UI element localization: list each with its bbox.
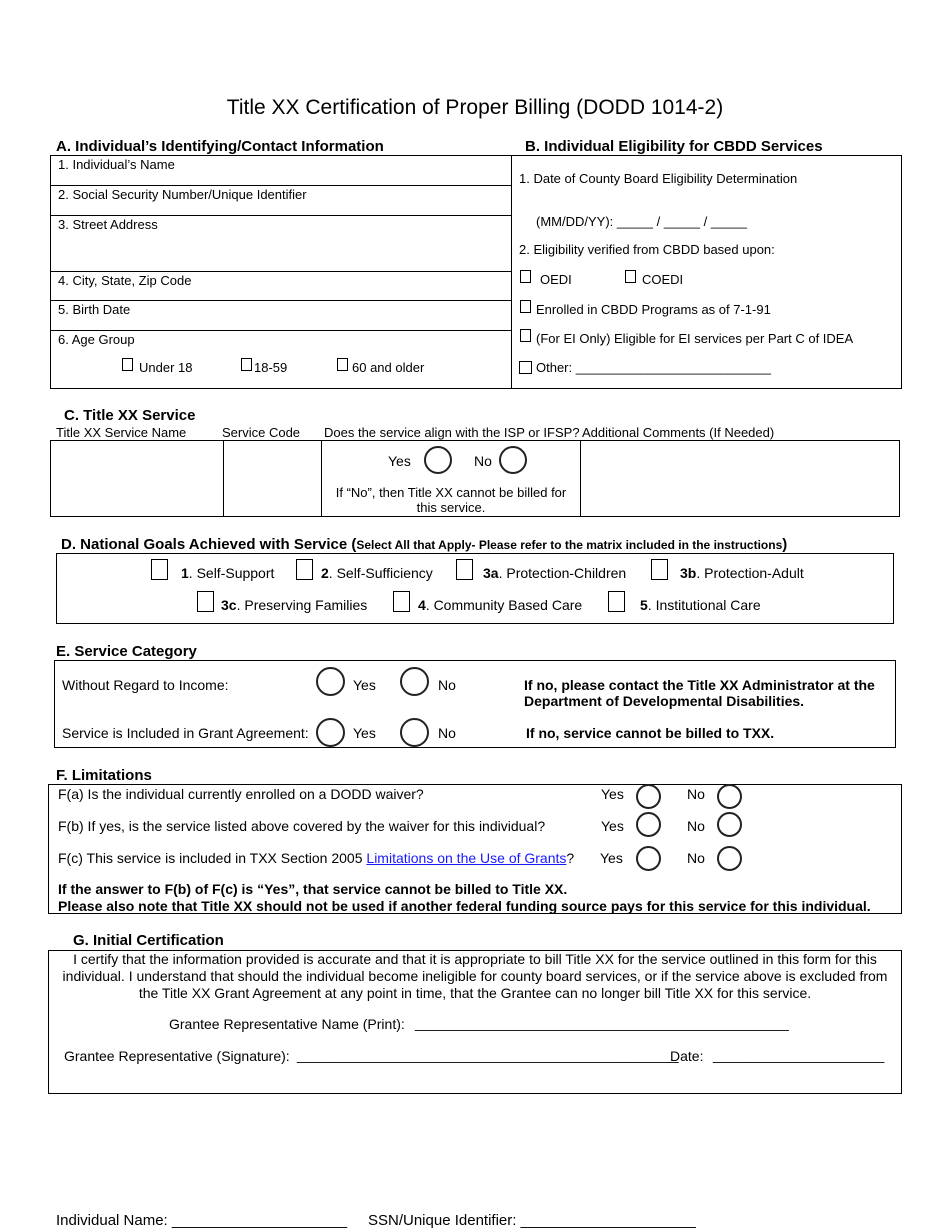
isp-yes-label: Yes [388, 453, 411, 469]
goal-3a-checkbox[interactable] [456, 559, 473, 580]
date-input[interactable]: ______________________ [713, 1047, 885, 1063]
print-name-input[interactable]: ________________________________________________ [415, 1015, 789, 1031]
grant-no-note: If no, service cannot be billed to TXX. [526, 725, 775, 741]
ei-only-checkbox[interactable] [520, 329, 531, 342]
age-group-label: 6. Age Group [58, 332, 135, 347]
limitations-warning-1: If the answer to F(b) of F(c) is “Yes”, that service cannot be billed to Title XX. [58, 881, 568, 897]
goal-3c-checkbox[interactable] [197, 591, 214, 612]
footer-ssn-input[interactable]: _____________________ [520, 1212, 696, 1229]
isp-yes-radio[interactable] [424, 446, 452, 474]
ssn-field[interactable]: 2. Social Security Number/Unique Identifier [58, 187, 307, 202]
col-service-name-header: Title XX Service Name [56, 425, 187, 440]
fc-yes-radio[interactable] [636, 846, 661, 871]
oedi-checkbox[interactable] [520, 270, 531, 283]
section-b-heading: B. Individual Eligibility for CBDD Services [525, 138, 823, 155]
fb-question: F(b) If yes, is the service listed above covered by the waiver for this individual? [58, 818, 546, 834]
fc-no-radio[interactable] [717, 846, 742, 871]
signature-label: Grantee Representative (Signature): [64, 1048, 290, 1064]
age-18-59-checkbox[interactable] [241, 358, 252, 371]
age-60-older-checkbox[interactable] [337, 358, 348, 371]
fb-no-label: No [687, 818, 705, 834]
grant-yes-label: Yes [353, 725, 376, 741]
date-label: Date: [670, 1048, 704, 1064]
street-address-field[interactable]: 3. Street Address [58, 217, 158, 232]
national-goals-box [56, 553, 894, 624]
fa-question: F(a) Is the individual currently enrolled on a DODD waiver? [58, 786, 424, 802]
goal-3c-label: 3c. Preserving Families [221, 597, 368, 613]
service-name-input[interactable] [51, 441, 222, 516]
isp-no-radio[interactable] [499, 446, 527, 474]
age-60-older-label: 60 and older [352, 360, 425, 375]
fa-no-radio[interactable] [717, 784, 742, 809]
goal-4-label: 4. Community Based Care [418, 597, 583, 613]
section-f-heading: F. Limitations [56, 767, 152, 784]
fa-no-label: No [687, 786, 705, 802]
income-no-label: No [438, 677, 456, 693]
col-isp-align-header: Does the service align with the ISP or IFSP? [324, 425, 580, 440]
goal-3b-checkbox[interactable] [651, 559, 668, 580]
individual-name-field[interactable]: 1. Individual’s Name [58, 157, 175, 172]
fc-no-label: No [687, 850, 705, 866]
income-no-radio[interactable] [400, 667, 429, 696]
income-no-note: If no, please contact the Title XX Administrator at the Department of Developmental Disabilities. [524, 677, 875, 709]
section-c-heading: C. Title XX Service [64, 407, 196, 424]
age-18-59-label: 18-59 [254, 360, 288, 375]
section-e-heading: E. Service Category [56, 643, 197, 660]
limitations-grants-link[interactable]: Limitations on the Use of Grants [366, 850, 567, 866]
footer-ssn: SSN/Unique Identifier: _____________________ [368, 1212, 696, 1229]
goal-5-label: 5. Institutional Care [640, 597, 761, 613]
income-yes-radio[interactable] [316, 667, 345, 696]
isp-no-label: No [474, 453, 492, 469]
grant-no-label: No [438, 725, 456, 741]
eligibility-date-label: 1. Date of County Board Eligibility Determination [519, 171, 798, 186]
footer-individual-name: Individual Name: _____________________ [56, 1212, 348, 1229]
coedi-checkbox[interactable] [625, 270, 636, 283]
grant-agreement-label: Service is Included in Grant Agreement: [62, 725, 309, 741]
fb-no-radio[interactable] [717, 812, 742, 837]
col-service-code-header: Service Code [222, 425, 301, 440]
fa-yes-radio[interactable] [636, 784, 661, 809]
age-under-18-checkbox[interactable] [122, 358, 133, 371]
section-d-heading: D. National Goals Achieved with Service (Select All that Apply- Please refer to the matrix included in the instructions) [61, 536, 788, 553]
fb-yes-label: Yes [601, 818, 624, 834]
section-ab-divider [511, 155, 512, 389]
ei-only-label: (For EI Only) Eligible for EI services per Part C of IDEA [536, 331, 854, 346]
fb-yes-radio[interactable] [636, 812, 661, 837]
other-input[interactable]: Other: ___________________________ [536, 360, 771, 375]
page-title: Title XX Certification of Proper Billing (DODD 1014-2) [226, 96, 724, 119]
grant-no-radio[interactable] [400, 718, 429, 747]
age-under-18-label: Under 18 [139, 360, 193, 375]
enrolled-cbdd-label: Enrolled in CBDD Programs as of 7-1-91 [536, 302, 771, 317]
enrolled-cbdd-checkbox[interactable] [520, 300, 531, 313]
other-checkbox[interactable] [519, 361, 532, 374]
print-name-label: Grantee Representative Name (Print): [169, 1016, 405, 1032]
col-comments-header: Additional Comments (If Needed) [582, 425, 775, 440]
service-code-input[interactable] [224, 441, 320, 516]
comments-input[interactable] [581, 441, 899, 516]
fc-question: F(c) This service is included in TXX Section 2005 Limitations on the Use of Grants? [58, 850, 575, 866]
goal-3a-label: 3a. Protection-Children [483, 565, 627, 581]
goal-4-checkbox[interactable] [393, 591, 410, 612]
without-regard-income-label: Without Regard to Income: [62, 677, 229, 693]
footer-name-input[interactable]: _____________________ [171, 1212, 348, 1229]
section-a-heading: A. Individual’s Identifying/Contact Information [56, 138, 384, 155]
goal-5-checkbox[interactable] [608, 591, 625, 612]
goal-1-checkbox[interactable] [151, 559, 168, 580]
eligibility-verified-label: 2. Eligibility verified from CBDD based upon: [519, 242, 775, 257]
goal-2-checkbox[interactable] [296, 559, 313, 580]
income-yes-label: Yes [353, 677, 376, 693]
grant-yes-radio[interactable] [316, 718, 345, 747]
goal-3b-label: 3b. Protection-Adult [680, 565, 804, 581]
isp-no-note: If “No”, then Title XX cannot be billed for this service. [335, 485, 567, 515]
goal-1-label: 1. Self-Support [181, 565, 275, 581]
goal-2-label: 2. Self-Sufficiency [321, 565, 433, 581]
fc-yes-label: Yes [600, 850, 623, 866]
section-g-heading: G. Initial Certification [73, 932, 224, 949]
city-state-zip-field[interactable]: 4. City, State, Zip Code [58, 273, 192, 288]
signature-input[interactable]: _________________________________________________ [297, 1047, 679, 1063]
oedi-label: OEDI [540, 272, 572, 287]
eligibility-date-input[interactable]: (MM/DD/YY): _____ / _____ / _____ [536, 214, 748, 229]
fa-yes-label: Yes [601, 786, 624, 802]
birth-date-field[interactable]: 5. Birth Date [58, 302, 131, 317]
certification-statement: I certify that the information provided is accurate and that it is appropriate to bill Title XX for the service outlined in this form for this individual. I understand that should the individual become ineligible for county board services, or if the service above is excluded from the Title XX Grant Agreement at any point in time, that the Grantee can no longer bill Title XX for this service. [62, 951, 888, 1001]
coedi-label: COEDI [642, 272, 684, 287]
limitations-warning-2: Please also note that Title XX should not be used if another federal funding source pays for this service for this individual. [58, 898, 871, 914]
